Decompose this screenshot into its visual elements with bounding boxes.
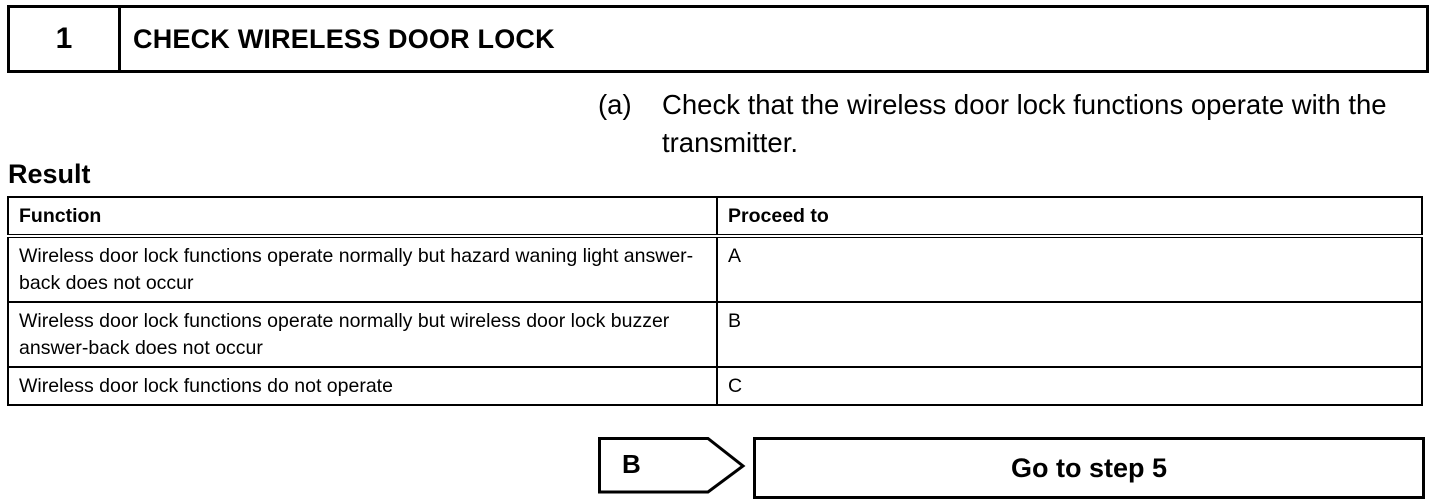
table-row [8, 367, 1422, 405]
result-label: Result [8, 159, 91, 189]
result-code-label: B [622, 449, 641, 479]
table-row [8, 236, 1422, 302]
result-table [7, 196, 1423, 406]
instruction-text: Check that the wireless door lock functions operate with the transmitter. [662, 89, 1387, 158]
step-header [7, 5, 1429, 73]
instruction [598, 86, 1428, 162]
step-number: 1 [10, 8, 121, 70]
column-header-function: Function [8, 197, 717, 236]
function-cell: Wireless door lock functions operate normally but wireless door lock buzzer answer-back does not occur [8, 302, 717, 367]
go-to-step-label: Go to step 5 [1010, 452, 1167, 483]
instruction-marker: (a) [598, 89, 632, 120]
table-row [8, 302, 1422, 367]
column-header-proceed: Proceed to [717, 197, 1422, 236]
step-title: CHECK WIRELESS DOOR LOCK [133, 23, 555, 54]
proceed-cell: C [717, 367, 1422, 405]
proceed-cell: A [717, 236, 1422, 302]
table-header-row [8, 197, 1422, 236]
next-step-navigation [598, 437, 1428, 499]
function-cell: Wireless door lock functions operate normally but hazard waning light answer-back does not occur [8, 236, 717, 302]
proceed-cell: B [717, 302, 1422, 367]
go-to-step-box[interactable] [753, 437, 1425, 499]
function-cell: Wireless door lock functions do not operate [8, 367, 717, 405]
